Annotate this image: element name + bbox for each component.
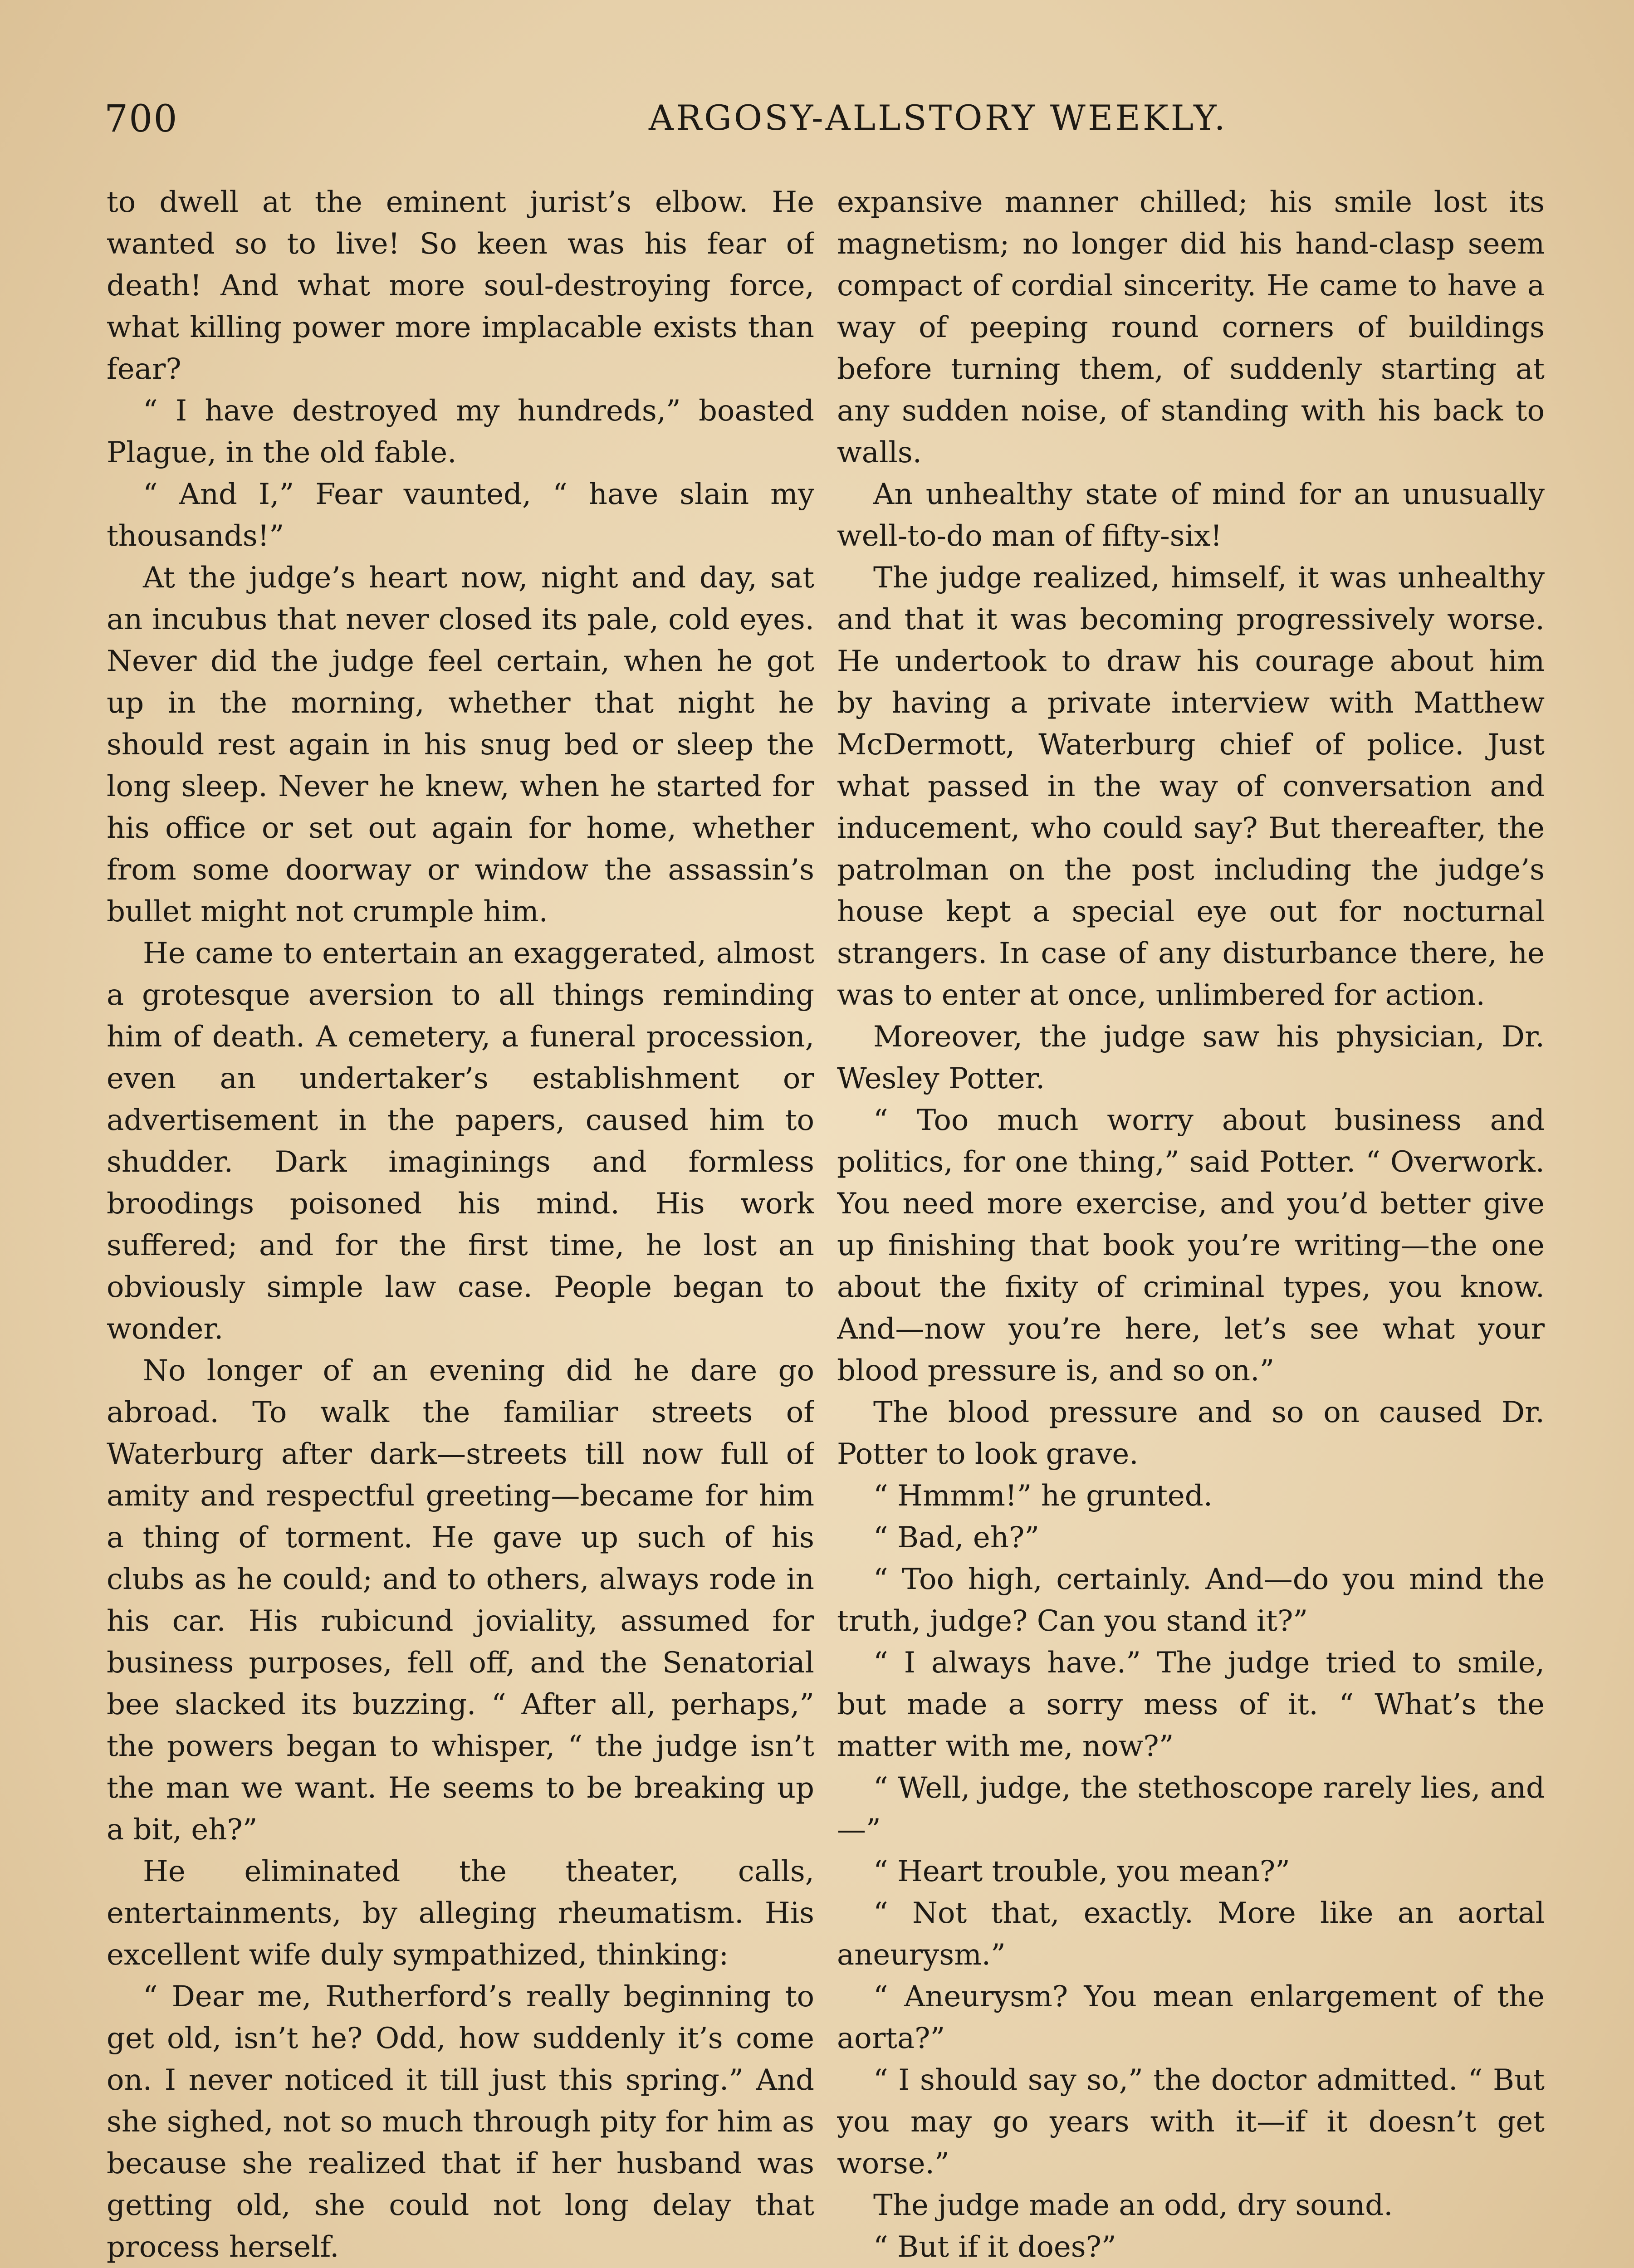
running-title: ARGOSY-ALLSTORY WEEKLY. [649,98,1228,138]
paragraph: “ Bad, eh?” [873,1521,1040,1554]
paragraph: “ Aneurysm? You mean enlargement of the aorta?” [837,1980,1545,2055]
paragraph: “ Too high, certainly. And—do you mind the truth, judge? Can you stand it?” [837,1563,1545,1638]
paragraph: “ But if it does?” [873,2230,1116,2264]
paragraph: “ I should say so,” the doctor admitted. “ But you may go years with it—if it doesn’t get worse.” [837,2063,1545,2180]
left-column [107,181,814,2268]
paragraph: “ Dear me, Rutherford’s really beginning to get old, isn’t he? Odd, how suddenly it’s come on. I never noticed it till just this spring.” And she sighed, not so much through pity for him as because she realized that if her husband was getting old, she could not long delay that process herself. [107,1980,814,2264]
paragraph: “ Heart trouble, you mean?” [873,1855,1290,1888]
paragraph: No longer of an evening did he dare go abroad. To walk the familiar streets of Waterburg after dark—streets till now full of amity and respectful greeting—became for him a thing of torment. He gave up such of his clubs as he could; and to others, always rode in his car. His rubicund joviality, assumed for business purposes, fell off, and the Senatorial bee slacked its buzzing. “ After all, perhaps,” the powers began to whisper, “ the judge isn’t the man we want. He seems to be breaking up a bit, eh?” [107,1354,814,1847]
paragraph: The judge realized, himself, it was unhealthy and that it was becoming progressively worse. He undertook to draw his courage about him by having a private interview with Matthew McDermott, Waterburg chief of police. Just what passed in the way of conversation and inducement, who could say? But thereafter, the patrolman on the post including the judge’s house kept a special eye out for nocturnal strangers. In case of any disturbance there, he was to enter at once, unlimbered for action. [837,561,1545,1012]
paragraph: An unhealthy state of mind for an unusually well-to-do man of fifty-six! [837,478,1545,553]
paragraph: “ Well, judge, the stethoscope rarely lies, and—” [837,1771,1545,1847]
paragraph: “ I always have.” The judge tried to smile, but made a sorry mess of it. “ What’s the matter with me, now?” [837,1646,1545,1763]
paragraph: The judge made an odd, dry sound. [873,2189,1393,2222]
page-number: 700 [104,98,178,141]
paragraph: He eliminated the theater, calls, entertainments, by alleging rheumatism. His excellent wife duly sympathized, thinking: [107,1855,814,1972]
paragraph: “ Hmmm!” he grunted. [873,1479,1213,1513]
paragraph: At the judge’s heart now, night and day, sat an incubus that never closed its pale, cold eyes. Never did the judge feel certain, when he got up in the morning, whether that night he should rest again in his snug bed or sleep the long sleep. Never he knew, when he started for his office or set out again for home, whether from some doorway or window the assassin’s bullet might not crumple him. [107,561,814,929]
paragraph: expansive manner chilled; his smile lost its magnetism; no longer did his hand-clasp seem compact of cordial sincerity. He came to have a way of peeping round corners of buildings before turning them, of suddenly starting at any sudden noise, of standing with his back to walls. [837,186,1545,469]
right-column [837,181,1545,2268]
paragraph: Moreover, the judge saw his physician, Dr. Wesley Potter. [837,1020,1545,1095]
page-header [104,98,1524,147]
paragraph: “ And I,” Fear vaunted, “ have slain my thousands!” [107,478,814,553]
paragraph: He came to entertain an exaggerated, almost a grotesque aversion to all things reminding him of death. A cemetery, a funeral procession, even an undertaker’s establishment or advertisement in the papers, caused him to shudder. Dark imaginings and formless broodings poisoned his mind. His work suffered; and for the first time, he lost an obviously simple law case. People began to wonder. [107,937,814,1346]
paragraph: to dwell at the eminent jurist’s elbow. He wanted so to live! So keen was his fear of death! And what more soul-destroying force, what killing power more implacable exists than fear? [107,186,814,386]
paragraph: The blood pressure and so on caused Dr. Potter to look grave. [837,1396,1545,1471]
paragraph: “ Not that, exactly. More like an aortal aneurysm.” [837,1897,1545,1972]
paragraph: “ Too much worry about business and politics, for one thing,” said Potter. “ Overwork. You need more exercise, and you’d better give up finishing that book you’re writing—the one about the fixity of criminal types, you know. And—now you’re here, let’s see what your blood pressure is, and so on.” [837,1104,1545,1388]
paragraph: “ I have destroyed my hundreds,” boasted Plague, in the old fable. [107,394,814,469]
